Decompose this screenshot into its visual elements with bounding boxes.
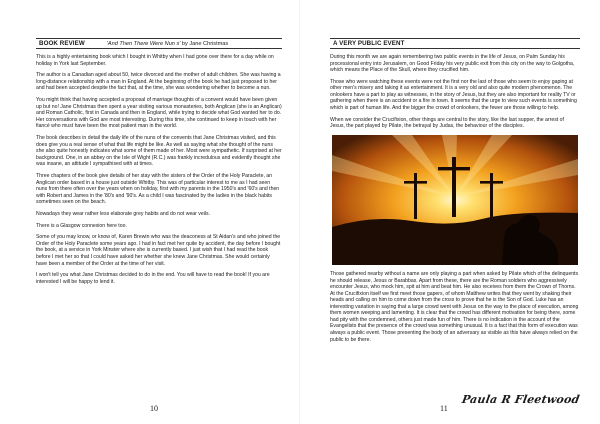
book-review-title: BOOK REVIEW <box>39 40 85 47</box>
article-paragraph: During this month we are again remembering two public events in the life of Jesus, on Palm Sunday his processional entry into Jerusalem, on Good Friday his very public exit from this city on the way to Golgotha, which means the Place of the Skull, where they crucified him. <box>330 54 575 74</box>
page-number-right: 11 <box>440 404 448 413</box>
author-signature: Paula R Fleetwood <box>461 393 582 406</box>
review-paragraph: Some of you may know, or know of, Karen Brewin who was the deaconess at St Aidan's and who joined the Order of the Holy Paraclete some years ago. I had in fact met her quite by accident, the day before I bought the book, at a service in York Minster where she is currently based. I just wish that I had read the book before I met her so that I could have asked her whether she knew Jane Christmas. She would certainly have been a member of the Order at the time of her visit. <box>36 234 281 267</box>
review-paragraph: Three chapters of the book give details of her stay with the sisters of the Order of the Holy Paraclete, an Anglican order based in a house just outside Whitby. This was of particular interest to me as I had seen nuns from there often over the years when on holiday, first with my parents in the 1950's and '60's and then with Robert and James in the '80's and '90's. As a child I was fascinated by the ladies in the black habits sometimes seen on the beach. <box>36 172 280 206</box>
review-paragraph: The author is a Canadian aged about 50, twice divorced and the mother of adult children. She was having a long-distance relationship with a man in England. At the beginning of the book he had just proposed to her and had been accepted despite the fact that, at the time, she was wondering whether to become a nun. <box>36 72 281 92</box>
book-title: 'And Then There Were Nun s' <box>106 41 181 47</box>
review-paragraph: There is a Glasgow connexion here too. <box>36 222 127 229</box>
review-paragraph: Nowadays they wear rather less elaborate grey habits and do not wear veils. <box>36 210 211 217</box>
review-paragraph: This is a highly entertaining book which I bought in Whitby when I had gone over there for a day while on holiday in York last September. <box>36 54 274 67</box>
review-paragraph: You might think that having accepted a proposal of marriage thoughts of a convent would have been given up but no! Jane Christmas then spent a year visiting various monasteries, both Anglican (she is an Anglican) and Roman Catholic, first in Canada and then in England, while trying to decide what God wanted her to do. Her conversations with God are most interesting. During this time, she continued to keep in touch with her fiancé who must have been the most patient man in the world. <box>36 97 282 130</box>
book-review-header <box>36 38 282 49</box>
page-number-left: 10 <box>150 404 158 413</box>
book-review-subtitle <box>107 41 228 47</box>
public-event-title: A VERY PUBLIC EVENT <box>333 40 405 47</box>
book-author: by Jane Christmas <box>180 41 229 47</box>
crucifixion-illustration <box>332 135 578 265</box>
article-paragraph: When we consider the Crucifixion, other things are central to the story, like the last supper, the arrest of Jesus, the part played by Pilate, the betrayal by Judas, the behaviour of the disciples. <box>330 116 564 130</box>
public-event-header <box>330 38 580 49</box>
review-paragraph: The book describes in detail the daily life of the nuns of the convents that Jane Christmas visited, and this does give you a real sense of what that life might be like. As well as saying what she thought of the nuns she also quite honestly indicates what some of them made of her. Most were sympathetic. If surprised at her background. One, in an abbey on the Isle of Wight (R.C.) was frankly incredulous and evidently thought she was insane, an attitude I sympathised with at times. <box>36 135 282 168</box>
article-paragraph: Those who were watching these events were not the first nor the last of those who seem to enjoy gaping at other men's misery and taking it as entertainment. It is a very old and also quite modern phenomenon. The onlookers have a part to play as witnesses, in the story of Jesus, but they are also important for reality TV or gathering when there is an accident or a fire in town. It seems that the urge to view such events is something which is part of human life. And the bigger the crowd of onlookers, the fewer are those willing to help. <box>330 78 577 112</box>
review-paragraph: I won't tell you what Jane Christmas decided to do in the end. You will have to read the book! If you are interested I will be happy to lend it. <box>36 272 270 285</box>
right-page <box>300 0 600 424</box>
article-paragraph: Those gathered nearby without a name are only playing a part when asked by Pilate which of the delinquents he should release, Jesus or Barabbas. Apart from these, there are the Roman soldiers who aggressively encounter Jesus, who mock him, spit at him and beat him. He also receives from them the Crown of Thorns. At the Crucifixion itself we first meet those gapers, of whom Matthew writes that they went by shaking their heads and calling on him to come down from the cross to prove that he is the Son of God. Luke has an interesting variation in saying that a large crowd went with Jesus on the way to the place of execution, among them women weeping and lamenting. It is clear that the crowd has different motivation for being there, some had pity with the condemned, others just made fun of him. There is no indication in the account of the Evangelists that the presence of the crowd was something unusual. It is a fact that this form of execution was always a public event. Those presenting the body of an adversary as visible as this have always relied on the public to be there. <box>330 271 579 343</box>
